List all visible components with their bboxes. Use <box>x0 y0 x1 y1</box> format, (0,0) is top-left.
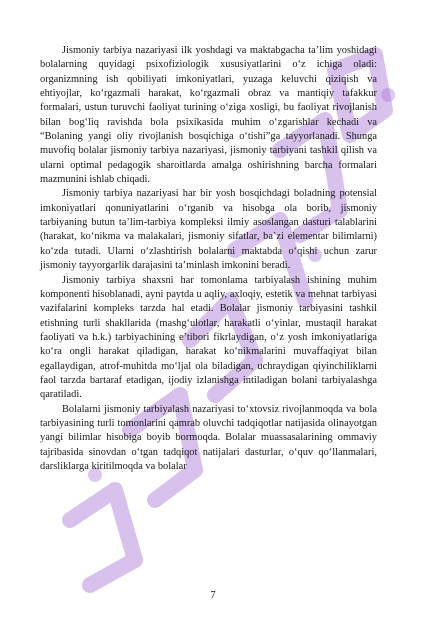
body-text <box>40 44 377 474</box>
watermark-dot <box>381 88 395 102</box>
watermark-stroke <box>70 490 135 585</box>
paragraph-1: Jismoniy tarbiya nazariyasi ilk yoshdagi va maktabgacha ta’lim yoshidagi bolalarning quyidagi psixofiziologik xususiyatlarini o‘z ichiga oladi: organizmning ish qobiliyati imkoniyatlari, yuzaga keluvchi qiziqish va ehtiyojlar, ko‘rgazmali harakat, ko‘rgazmali obraz va mantiqiy tafakkur formalari, ustun turuvchi faoliyat turining o‘ziga xosligi, bu faoliyat rivojlanish bilan bog‘liq ravishda bola psixikasida muhim o‘zgarishlar kechadi va “Bolaning yangi oliy rivojlanish bosqichiga o‘tishi”ga tayyorlanadi. Shunga muvofiq bolalar jismoniy tarbiya nazariyasi, jismoniy tarbiyani tashkil qilish va ularni optimal pedagogik sharoitlarda amalga oshirishning barcha formalari mazmunini ishlab chiqadi. <box>40 45 377 186</box>
paragraph-3: Jismoniy tarbiya shaxsni har tomonlama tarbiyalash ishining muhim komponenti hisoblanadi, ayni paytda u aqliy, axloqiy, estetik va mehnat tarbiyasi vazifalarini kompleks tarzda hal etadi. Bolalar jismoniy tarbiyasini tashkil etishning turli shakllarida (mashg‘ulotlar, harakatli o‘yinlar, mustaqil harakat faoliyati va h.k.) tarbiyachining e’tibori fikrlaydigan, o‘z yosh imkoniyatlariga ko‘ra ongli harakat qiladigan, harakat ko‘nikmalarini muvaffaqiyat bilan egallaydigan, atrof-muhitda mo‘ljal ola biladigan, uchraydigan qiyinchiliklarni faol tarzda bartaraf etadigan, ijodiy izlanishga intiladigan bolani tarbiyalashga qaratiladi. <box>40 274 377 401</box>
paragraph-4: Bolalarni jismoniy tarbiyalash nazariyasi to‘xtovsiz rivojlanmoqda va bola tarbiyasining turli tomonlarini qamrab oluvchi tadqiqotlar natijasida olinayotgan yangi bilimlar hisobiga boyib bormoqda. Bolalar muassasalarining ommaviy tajribasida sinovdan o‘tgan tadqiqot natijalari dasturlar, o‘quv qo‘llanmalari, darsliklarga kiritilmoqda va bolalar <box>40 403 377 472</box>
page-number: 7 <box>210 590 216 601</box>
paragraph-2: Jismoniy tarbiya nazariyasi har bir yosh bosqichdagi boladning potensial imkoniyatlari qonuniyatlarini o‘rganib va hisobga ola borib, jismoniy tarbiyaning butun ta’lim-tarbiya kompleksi ilmiy asoslangan dasturi talablarini (harakat, ko‘nikma va malakalari, jismoniy sifatlar, ba’zi elementar bilimlarni) ko‘zda tutadi. Ularni o‘zlashtirish bolalarni maktabda o‘qishi uchun zarur jismoniy tayyorgarlik darajasini ta’minlash imkonini beradi. <box>40 188 377 272</box>
